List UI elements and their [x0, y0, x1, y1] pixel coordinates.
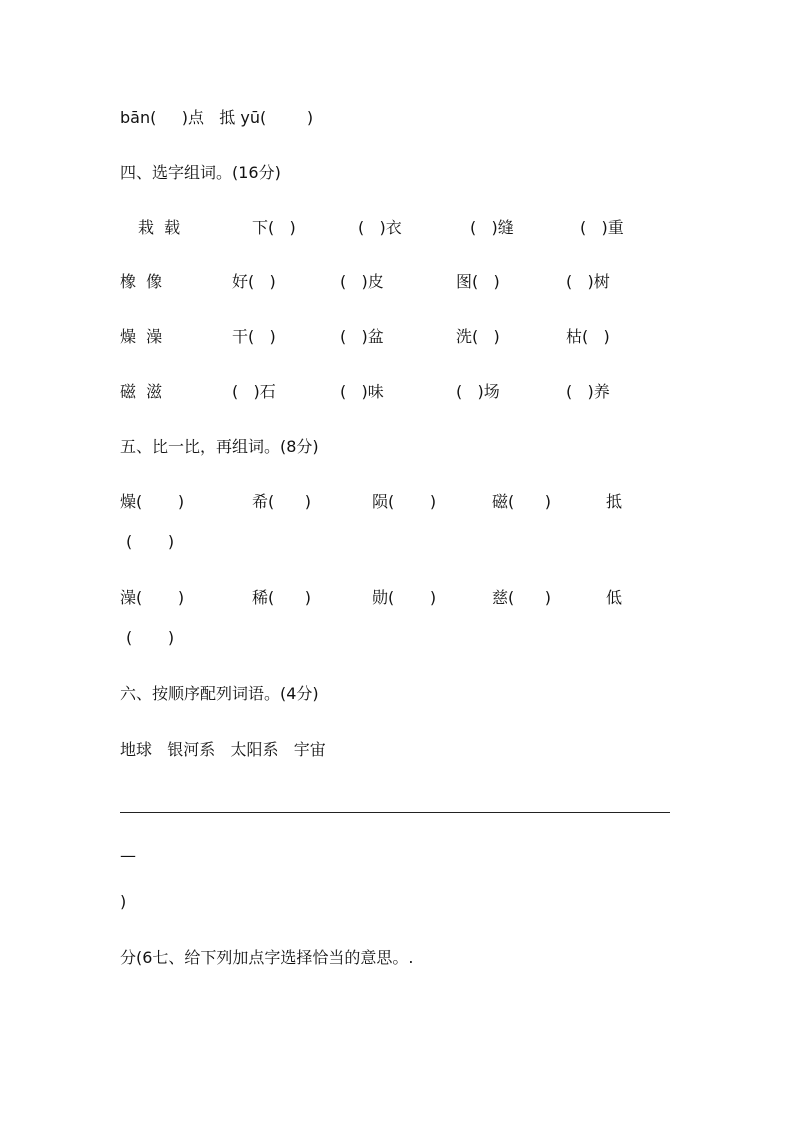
- blank-item[interactable]: ( )树: [566, 272, 610, 291]
- compare-item[interactable]: 稀( ): [252, 588, 312, 607]
- blank-item[interactable]: 干( ): [232, 327, 276, 346]
- compare-item-wrap[interactable]: ( ): [126, 628, 175, 647]
- blank-item[interactable]: 下( ): [252, 218, 296, 237]
- section4-heading: 四、选字组词。(16分): [120, 163, 281, 182]
- blank-item[interactable]: ( )味: [340, 382, 384, 401]
- compare-item[interactable]: 澡( ): [120, 588, 185, 607]
- blank-item[interactable]: ( )场: [456, 382, 500, 401]
- blank-item[interactable]: ( )养: [566, 382, 610, 401]
- blank-item[interactable]: ( )衣: [358, 218, 402, 237]
- char-pair: 橡 像: [120, 272, 163, 291]
- blank-item[interactable]: 洗( ): [456, 327, 500, 346]
- q3-pinyin-line: bān( )点 抵 yū( ): [120, 108, 314, 127]
- section6-heading: 六、按顺序配列词语。(4分): [120, 684, 319, 703]
- compare-item-wrap[interactable]: ( ): [126, 532, 175, 551]
- blank-item[interactable]: 枯( ): [566, 327, 610, 346]
- char-pair: 磁 滋: [120, 382, 163, 401]
- compare-item[interactable]: 勋( ): [372, 588, 437, 607]
- compare-item[interactable]: 慈( ): [492, 588, 552, 607]
- compare-item[interactable]: 陨( ): [372, 492, 437, 511]
- blank-item[interactable]: ( )重: [580, 218, 624, 237]
- blank-item[interactable]: 图( ): [456, 272, 500, 291]
- compare-item[interactable]: 希( ): [252, 492, 312, 511]
- compare-item[interactable]: 低: [606, 588, 623, 607]
- char-pair: 燥 澡: [120, 327, 163, 346]
- answer-line-wrap: —: [120, 846, 136, 865]
- blank-item[interactable]: 好( ): [232, 272, 276, 291]
- stray-paren: ): [120, 892, 127, 911]
- section7-heading: 分(6七、给下列加点字选择恰当的意思。.: [120, 948, 414, 967]
- compare-item[interactable]: 磁( ): [492, 492, 552, 511]
- section6-words: 地球 银河系 太阳系 宇宙: [120, 740, 326, 759]
- blank-item[interactable]: ( )缝: [470, 218, 514, 237]
- compare-item[interactable]: 抵: [606, 492, 623, 511]
- blank-item[interactable]: ( )石: [232, 382, 276, 401]
- char-pair: 栽 载: [138, 218, 181, 237]
- compare-item[interactable]: 燥( ): [120, 492, 185, 511]
- blank-item[interactable]: ( )盆: [340, 327, 384, 346]
- section5-heading: 五、比一比，再组词。(8分): [120, 437, 319, 456]
- blank-item[interactable]: ( )皮: [340, 272, 384, 291]
- answer-line[interactable]: [120, 812, 670, 813]
